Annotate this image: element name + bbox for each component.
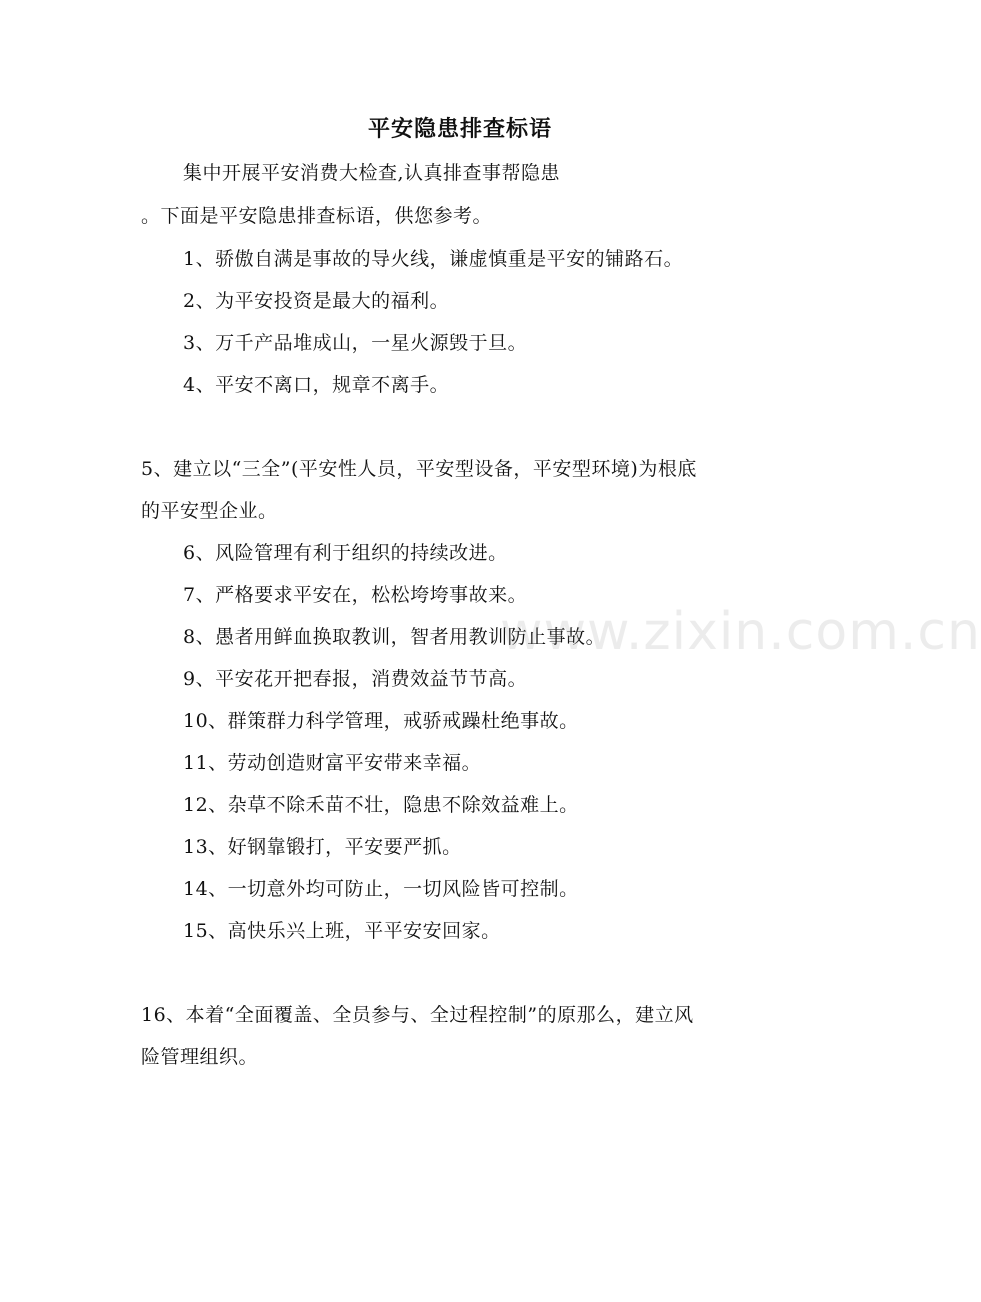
slogan-item: 16、本着“全面覆盖、全员参与、全过程控制”的原那么，建立风 <box>141 1004 694 1026</box>
slogan-item: 12、杂草不除禾苗不壮，隐患不除效益难上。 <box>183 794 579 816</box>
slogan-item: 7、严格要求平安在，松松垮垮事故来。 <box>183 584 528 606</box>
slogan-item-continuation: 险管理组织。 <box>141 1046 259 1068</box>
intro-line: 。下面是平安隐患排查标语，供您参考。 <box>141 205 493 227</box>
slogan-item: 2、为平安投资是最大的福利。 <box>183 290 450 312</box>
document-title: 平安隐患排查标语 <box>367 116 552 142</box>
slogan-item: 1、骄傲自满是事故的导火线，谦虚慎重是平安的铺路石。 <box>183 248 684 270</box>
slogan-item: 13、好钢靠锻打，平安要严抓。 <box>183 836 462 858</box>
slogan-item: 15、高快乐兴上班，平平安安回家。 <box>183 920 501 942</box>
slogan-item: 11、劳动创造财富平安带来幸福。 <box>183 752 482 774</box>
slogan-item: 10、群策群力科学管理，戒骄戒躁杜绝事故。 <box>183 710 579 732</box>
slogan-item: 5、建立以“三全”(平安性人员，平安型设备，平安型环境)为根底 <box>141 458 697 480</box>
slogan-item: 8、愚者用鲜血换取教训，智者用教训防止事故。 <box>183 626 606 648</box>
slogan-item: 3、万千产品堆成山，一星火源毁于旦。 <box>183 332 528 354</box>
intro-line: 集中开展平安消费大检查,认真排查事帮隐患 <box>183 162 561 184</box>
slogan-item: 4、平安不离口，规章不离手。 <box>183 374 450 396</box>
slogan-item: 6、风险管理有利于组织的持续改进。 <box>183 542 508 564</box>
watermark: www.zixin.com.cn <box>500 602 981 662</box>
slogan-item: 9、平安花开把春报，消费效益节节高。 <box>183 668 528 690</box>
slogan-item-continuation: 的平安型企业。 <box>141 500 278 522</box>
slogan-item: 14、一切意外均可防止，一切风险皆可控制。 <box>183 878 579 900</box>
